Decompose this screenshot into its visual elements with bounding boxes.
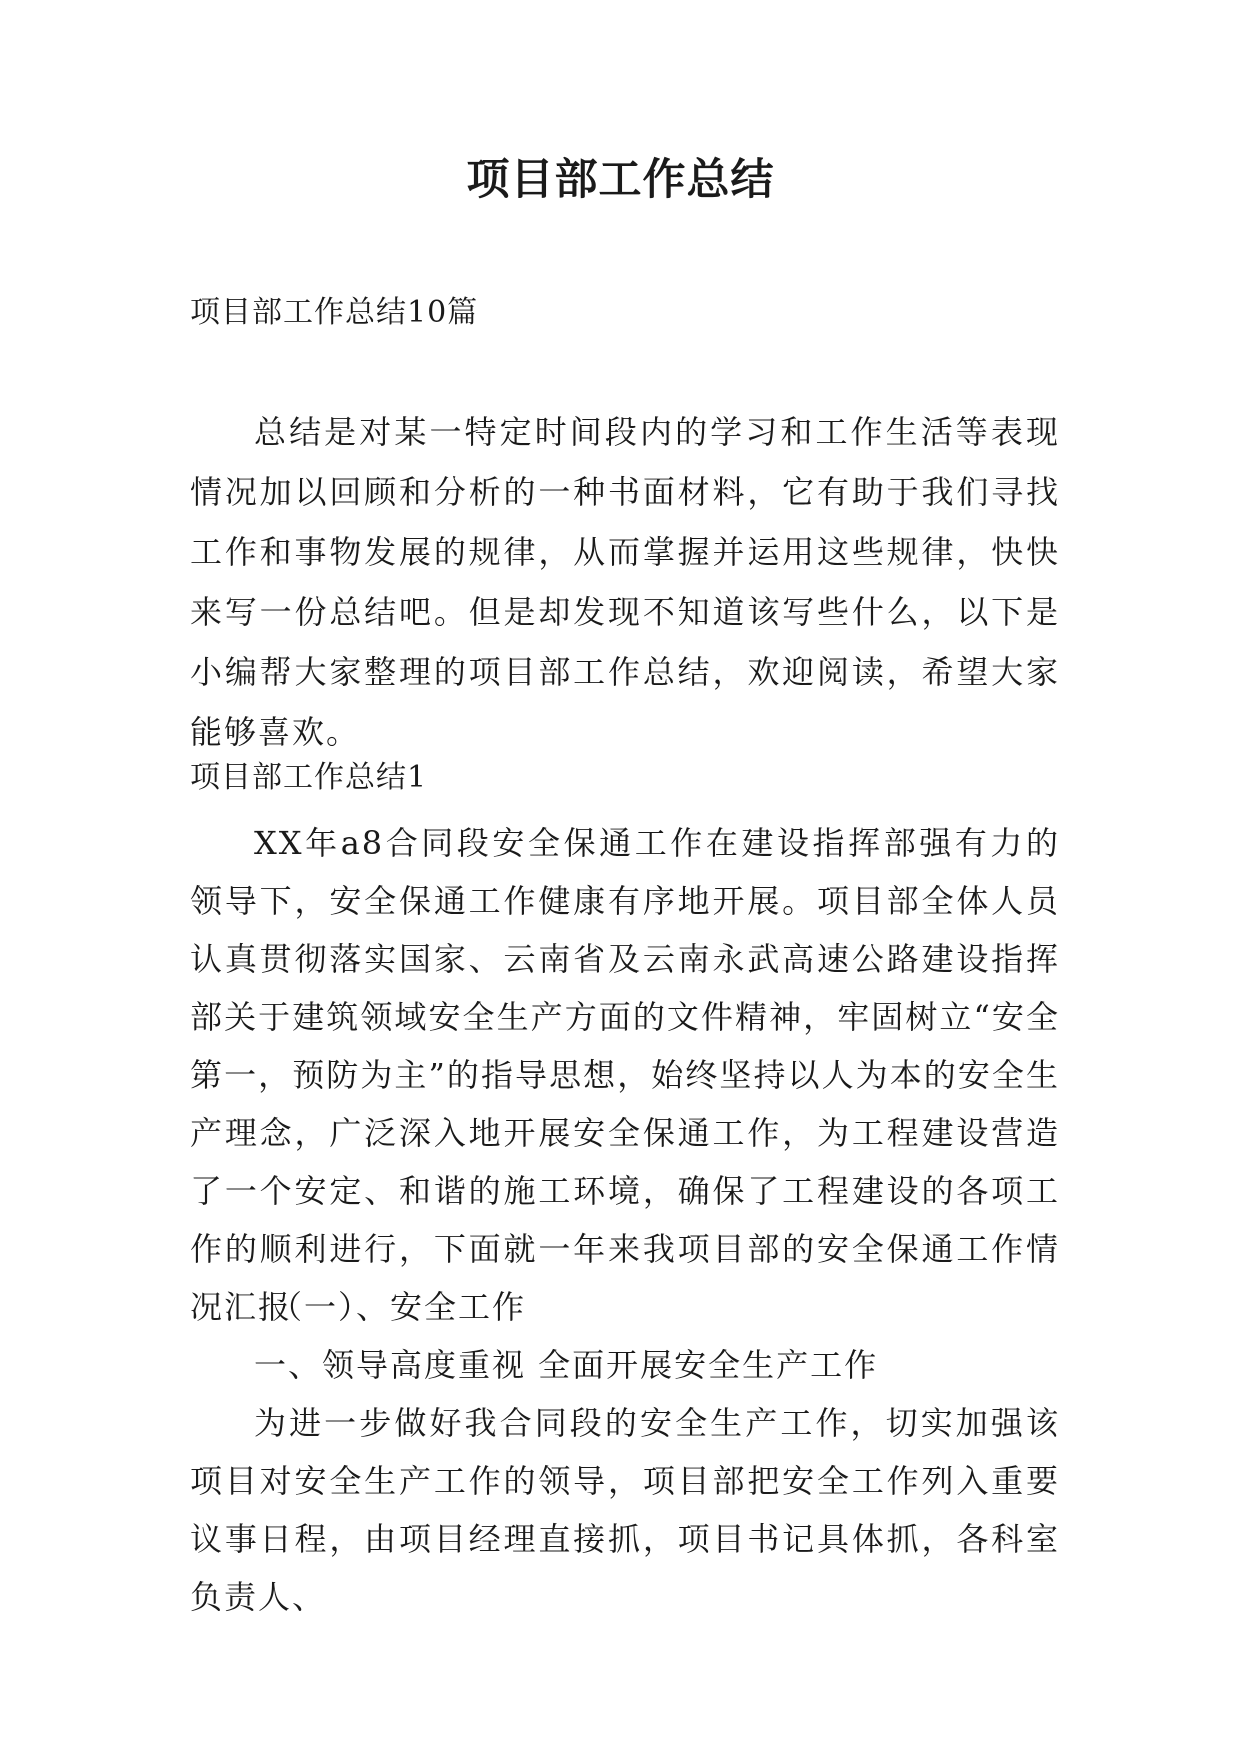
subsection-heading-leadership: 一、领导高度重视 全面开展安全生产工作 xyxy=(254,1346,879,1384)
subsection-heading-safety: （一）、安全工作 xyxy=(270,1288,527,1326)
document-subtitle: 项目部工作总结10篇 xyxy=(190,295,479,330)
section-paragraph: XX年a8合同段安全保通工作在建设指挥部强有力的领导下，安全保通工作健康有序地开展。项目部全体人员认真贯彻落实国家、云南省及云南永武高速公路建设指挥部关于建筑领域安全生产方面的文件精神，牢固树立“安全第一，预防为主”的指导思想，始终坚持以人为本的安全生产理念，广泛深入地开展安全保通工作，为工程建设营造了一个安定、和谐的施工环境，确保了工程建设的各项工作的顺利进行，下面就一年来我项目部的安全保通工作情况汇报 xyxy=(190,824,1060,1326)
document-title: 项目部工作总结 xyxy=(466,155,775,205)
section-title: 项目部工作总结1 xyxy=(190,760,428,795)
section-paragraph-2: 为进一步做好我合同段的安全生产工作，切实加强该项目对安全生产工作的领导，项目部把安全工作列入重要议事日程，由项目经理直接抓，项目书记具体抓，各科室负责人、 xyxy=(190,1404,1060,1616)
intro-paragraph: 总结是对某一特定时间段内的学习和工作生活等表现情况加以回顾和分析的一种书面材料，它有助于我们寻找工作和事物发展的规律，从而掌握并运用这些规律，快快来写一份总结吧。但是却发现不知道该写些什么，以下是小编帮大家整理的项目部工作总结，欢迎阅读，希望大家能够喜欢。 xyxy=(190,413,1060,751)
